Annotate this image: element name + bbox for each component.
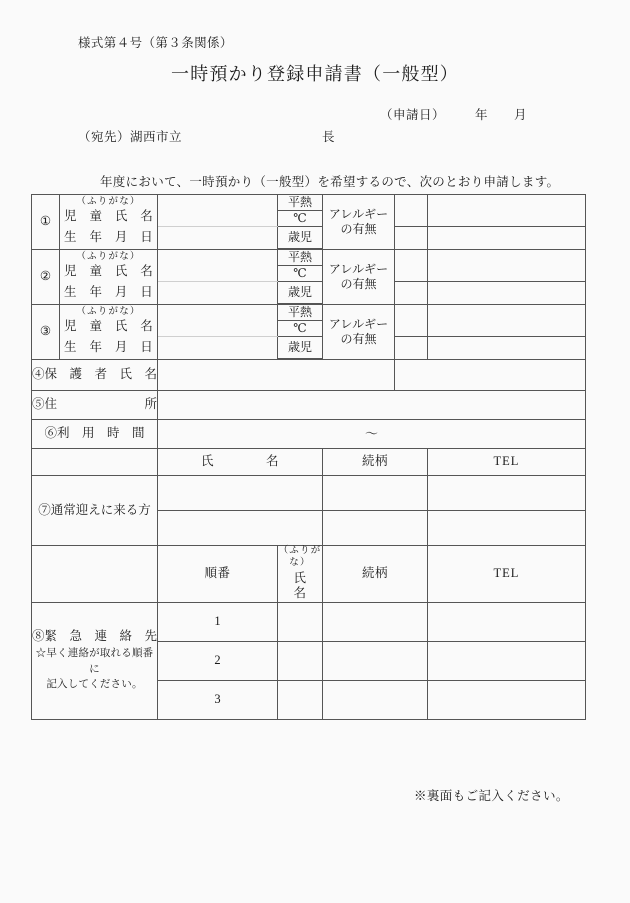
- pickup-tel-input[interactable]: [428, 476, 586, 511]
- emergency-relation-header: 続柄: [323, 546, 428, 603]
- child-index: ②: [32, 250, 60, 305]
- allergy-detail-cell[interactable]: [428, 195, 586, 227]
- child-name-text: 児 童 氏 名: [64, 209, 153, 224]
- emergency-tel-input-1[interactable]: [428, 603, 586, 642]
- allergy-mark-cell[interactable]: [395, 250, 428, 282]
- guardian-name-input-2[interactable]: [395, 360, 586, 391]
- emergency-note: [32, 646, 157, 693]
- pickup-name-input[interactable]: [158, 476, 323, 511]
- furigana-label: （ふりがな）: [76, 306, 141, 317]
- table-row: [32, 305, 586, 321]
- emergency-tel-input-3[interactable]: [428, 681, 586, 720]
- table-row: [32, 227, 586, 249]
- allergy-label: [323, 195, 395, 250]
- allergy-label-line2: の有無: [340, 332, 377, 346]
- emergency-note-line1: ☆早く連絡が取れる順番に: [35, 647, 154, 675]
- child-name-label: [60, 250, 158, 282]
- allergy-label-line1: アレルギー: [328, 207, 389, 221]
- year-label: 年: [475, 108, 489, 122]
- child-birth-label: 生 年 月 日: [60, 282, 158, 305]
- usage-time-label: ⑥利 用 時 間: [32, 420, 158, 449]
- child-birth-input[interactable]: [158, 227, 278, 250]
- temp-unit-cell[interactable]: ℃: [278, 321, 323, 337]
- allergy-label-line2: の有無: [340, 222, 377, 236]
- pickup-relation-header: 続柄: [323, 449, 428, 476]
- child-name-text: 児 童 氏 名: [64, 264, 153, 279]
- child-name-input[interactable]: [158, 195, 278, 227]
- age-label: 歳児: [278, 282, 323, 304]
- addressee-line: [78, 127, 335, 145]
- allergy-detail-cell-2[interactable]: [428, 282, 586, 305]
- allergy-mark-cell-2[interactable]: [395, 227, 428, 250]
- emergency-note-line2: 記入してください。: [46, 679, 143, 691]
- addressee-prefix: （宛先）湖西市立: [78, 130, 183, 144]
- child-index: ③: [32, 305, 60, 360]
- child-birth-input[interactable]: [158, 337, 278, 360]
- table-row: [32, 603, 586, 642]
- allergy-label: [323, 305, 395, 360]
- age-label: 歳児: [278, 337, 323, 359]
- emergency-relation-input-1[interactable]: [323, 603, 428, 642]
- furigana-label: （ふりがな）: [76, 251, 141, 262]
- allergy-label-line1: アレルギー: [328, 317, 389, 331]
- address-label: ⑤住 所: [32, 391, 158, 420]
- allergy-mark-cell-2[interactable]: [395, 337, 428, 360]
- allergy-label-line1: アレルギー: [328, 262, 389, 276]
- emergency-order-2: 2: [158, 642, 278, 681]
- allergy-detail-cell[interactable]: [428, 250, 586, 282]
- emergency-corner-blank: [32, 546, 158, 603]
- intro-statement: 年度において、一時預かり（一般型）を希望するので、次のとおり申請します。: [100, 175, 560, 189]
- child-birth-label: 生 年 月 日: [60, 337, 158, 360]
- pickup-relation-input-2[interactable]: [323, 511, 428, 546]
- child-name-input[interactable]: [158, 250, 278, 282]
- pickup-name-input-2[interactable]: [158, 511, 323, 546]
- emergency-name-header-text: 氏 名: [293, 570, 346, 601]
- table-row: [32, 195, 586, 211]
- child-name-label: [60, 195, 158, 227]
- allergy-detail-cell[interactable]: [428, 305, 586, 337]
- child-birth-label: 生 年 月 日: [60, 227, 158, 250]
- application-form-table: [31, 194, 586, 720]
- emergency-row-label: [32, 603, 158, 720]
- month-label: 月: [514, 108, 528, 122]
- emergency-name-input-1[interactable]: [278, 603, 323, 642]
- guardian-name-input[interactable]: [158, 360, 395, 391]
- guardian-name-label: ④保 護 者 氏 名: [32, 360, 158, 391]
- usage-time-input[interactable]: 〜: [158, 420, 586, 449]
- footer-note: ※裏面もご記入ください。: [414, 789, 569, 803]
- table-row: [32, 282, 586, 304]
- pickup-corner-blank: [32, 449, 158, 476]
- normal-temp-label: 平熱: [278, 195, 323, 211]
- age-label: 歳児: [278, 227, 323, 249]
- form-number: 様式第４号（第３条関係）: [78, 36, 233, 50]
- address-input[interactable]: [158, 391, 586, 420]
- emergency-name-input-2[interactable]: [278, 642, 323, 681]
- child-name-label: [60, 305, 158, 337]
- allergy-mark-cell[interactable]: [395, 305, 428, 337]
- pickup-name-header: 氏 名: [158, 449, 323, 476]
- emergency-order-1: 1: [158, 603, 278, 642]
- allergy-mark-cell[interactable]: [395, 195, 428, 227]
- application-date-label: （申請日）: [380, 108, 446, 122]
- table-row: [32, 546, 586, 603]
- temp-unit-cell[interactable]: ℃: [278, 266, 323, 282]
- allergy-mark-cell-2[interactable]: [395, 282, 428, 305]
- child-name-input[interactable]: [158, 305, 278, 337]
- allergy-detail-cell-2[interactable]: [428, 227, 586, 250]
- table-row: [32, 250, 586, 266]
- table-row: [32, 449, 586, 476]
- table-row: [32, 391, 586, 420]
- addressee-suffix: 長: [322, 130, 336, 144]
- table-row: [32, 476, 586, 511]
- table-row: [32, 337, 586, 359]
- table-row: [32, 360, 586, 391]
- allergy-detail-cell-2[interactable]: [428, 337, 586, 360]
- normal-temp-label: 平熱: [278, 305, 323, 321]
- emergency-tel-input-2[interactable]: [428, 642, 586, 681]
- emergency-name-input-3[interactable]: [278, 681, 323, 720]
- child-name-text: 児 童 氏 名: [64, 319, 153, 334]
- emergency-name-header: [278, 546, 346, 603]
- pickup-relation-input[interactable]: [323, 476, 428, 511]
- child-index: ①: [32, 195, 60, 250]
- application-date-line: [380, 105, 527, 123]
- normal-temp-label: 平熱: [278, 250, 323, 266]
- emergency-label-text: ⑧緊 急 連 絡 先: [32, 629, 158, 643]
- child-birth-input[interactable]: [158, 282, 278, 305]
- emergency-order-header: 順番: [158, 546, 278, 603]
- temp-unit-cell[interactable]: ℃: [278, 211, 323, 227]
- emergency-relation-input-2[interactable]: [323, 642, 428, 681]
- pickup-tel-input-2[interactable]: [428, 511, 586, 546]
- emergency-order-3: 3: [158, 681, 278, 720]
- allergy-label-line2: の有無: [340, 277, 377, 291]
- emergency-relation-input-3[interactable]: [323, 681, 428, 720]
- table-row: [32, 420, 586, 449]
- pickup-tel-header: TEL: [428, 449, 586, 476]
- furigana-label: （ふりがな）: [278, 546, 322, 568]
- pickup-row-label: ⑦通常迎えに来る方: [32, 476, 158, 546]
- furigana-label: （ふりがな）: [76, 196, 141, 207]
- page-title: 一時預かり登録申請書（一般型）: [171, 64, 459, 84]
- allergy-label: [323, 250, 395, 305]
- emergency-tel-header: TEL: [428, 546, 586, 603]
